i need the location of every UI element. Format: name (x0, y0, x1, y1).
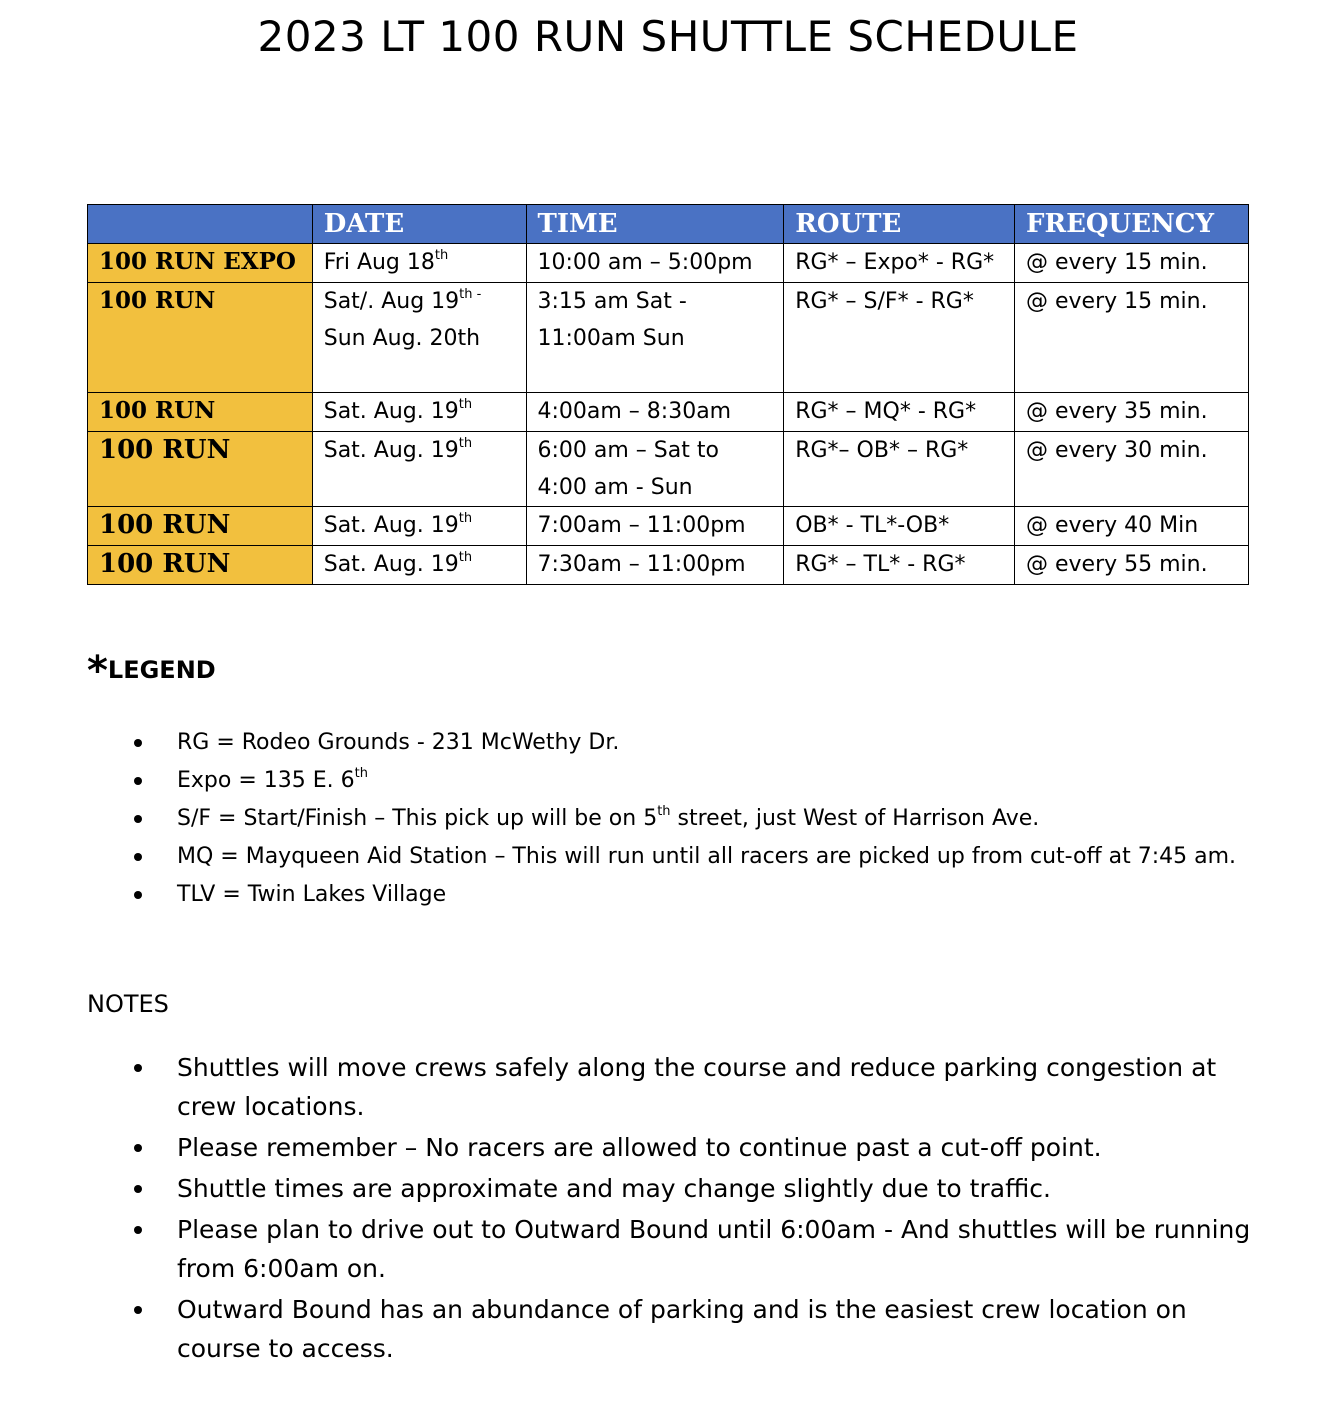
list-item: Outward Bound has an abundance of parking and is the easiest crew location on course to access. (87, 1290, 1262, 1368)
time-cell: 4:00am – 8:30am (526, 393, 784, 432)
route-cell: RG* – TL* - RG* (784, 546, 1015, 585)
time-cell: 3:15 am Sat - 11:00am Sun (526, 283, 784, 393)
route-cell: OB* - TL*-OB* (784, 507, 1015, 546)
notes-heading: NOTES (87, 990, 169, 1018)
table-row (88, 507, 1249, 546)
frequency-cell: @ every 55 min. (1015, 546, 1249, 585)
header-event (88, 205, 313, 244)
header-route: ROUTE (784, 205, 1015, 244)
table-row (88, 393, 1249, 432)
event-cell: 100 RUN (88, 546, 313, 585)
date-cell: Sat. Aug. 19th (312, 546, 526, 585)
table-row (88, 546, 1249, 585)
table-header-row (88, 205, 1249, 244)
table-row (88, 283, 1249, 393)
date-cell: Sat/. Aug $19^{th -}$ Sun Aug. 20th (312, 283, 526, 393)
frequency-cell: @ every 40 Min (1015, 507, 1249, 546)
event-cell: 100 RUN (88, 507, 313, 546)
event-cell: 100 RUN (88, 393, 313, 432)
list-item: MQ = Mayqueen Aid Station – This will run until all racers are picked up from cut-off at 7:45 am. (87, 838, 1297, 876)
route-cell: RG* – Expo* - RG* (784, 244, 1015, 283)
date-cell: Sat. Aug. 19th (312, 393, 526, 432)
notes-list (87, 1048, 1262, 1370)
frequency-cell: @ every 35 min. (1015, 393, 1249, 432)
frequency-cell: @ every 30 min. (1015, 432, 1249, 507)
shuttle-schedule-table (87, 204, 1249, 585)
date-cell: Sat. Aug. 19th (312, 507, 526, 546)
table-row (88, 432, 1249, 507)
frequency-cell: @ every 15 min. (1015, 283, 1249, 393)
event-cell: 100 RUN EXPO (88, 244, 313, 283)
time-cell: 7:30am – 11:00pm (526, 546, 784, 585)
list-item: Please remember – No racers are allowed to continue past a cut-off point. (87, 1128, 1262, 1167)
frequency-cell: @ every 15 min. (1015, 244, 1249, 283)
table-row (88, 244, 1249, 283)
list-item: Expo = 135 E. 6th (87, 762, 1297, 800)
time-cell: 10:00 am – 5:00pm (526, 244, 784, 283)
legend-heading (87, 648, 216, 694)
time-cell: 6:00 am – Sat to 4:00 am - Sun (526, 432, 784, 507)
route-cell: RG*– OB* – RG* (784, 432, 1015, 507)
route-cell: RG* – S/F* - RG* (784, 283, 1015, 393)
list-item: Please plan to drive out to Outward Bound until 6:00am - And shuttles will be running from 6:00am on. (87, 1210, 1262, 1288)
asterisk-icon: * (87, 648, 108, 694)
page-title: 2023 LT 100 RUN SHUTTLE SCHEDULE (257, 12, 1079, 61)
route-cell: RG* – MQ* - RG* (784, 393, 1015, 432)
header-frequency: FREQUENCY (1015, 205, 1249, 244)
list-item: RG = Rodeo Grounds - 231 McWethy Dr. (87, 724, 1297, 762)
legend-list (87, 724, 1297, 914)
event-cell: 100 RUN (88, 283, 313, 393)
time-cell: 7:00am – 11:00pm (526, 507, 784, 546)
header-time: TIME (526, 205, 784, 244)
date-cell: Fri Aug 18th (312, 244, 526, 283)
list-item: S/F = Start/Finish – This pick up will be on 5th street, just West of Harrison Ave. (87, 800, 1297, 838)
list-item: Shuttles will move crews safely along the course and reduce parking congestion at crew locations. (87, 1048, 1262, 1126)
header-date: DATE (312, 205, 526, 244)
list-item: Shuttle times are approximate and may change slightly due to traffic. (87, 1169, 1262, 1208)
list-item: TLV = Twin Lakes Village (87, 876, 1297, 914)
legend-title: LEGEND (107, 656, 216, 684)
date-cell: Sat. Aug. 19th (312, 432, 526, 507)
event-cell: 100 RUN (88, 432, 313, 507)
